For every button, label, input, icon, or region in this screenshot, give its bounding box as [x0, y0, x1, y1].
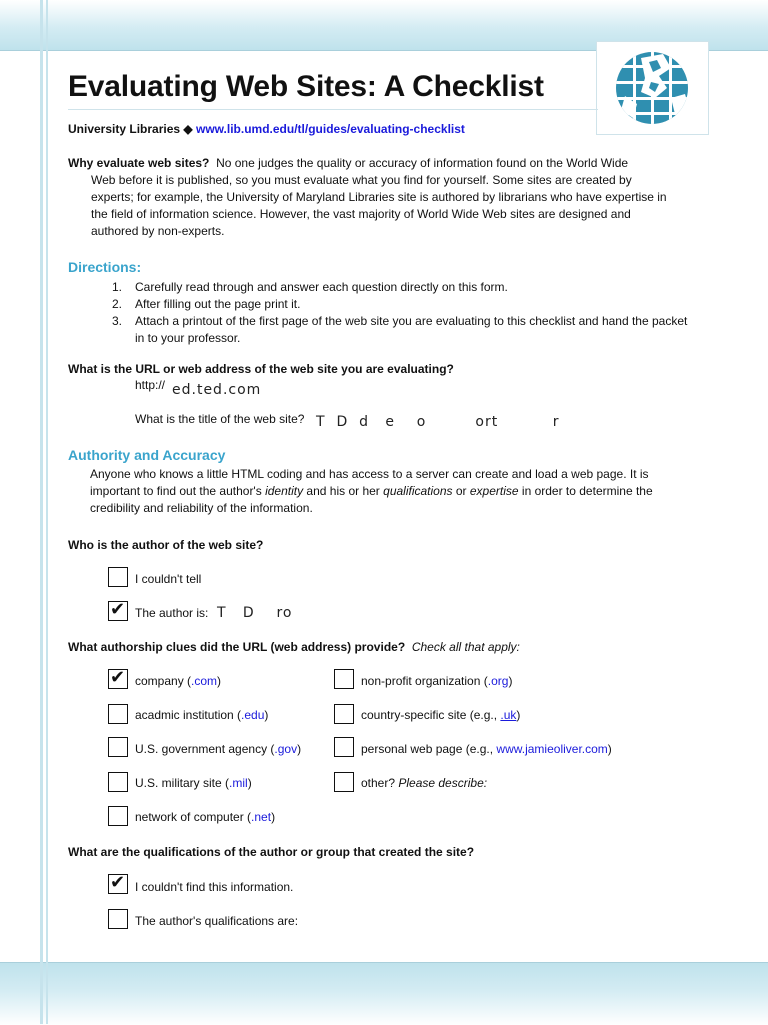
net-checkbox[interactable]: [108, 806, 128, 826]
net-label: network of computer (.net): [135, 810, 276, 824]
margin-line: [46, 0, 48, 1024]
check-mark-icon: ✔: [110, 872, 126, 893]
author-question: Who is the author of the web site?: [68, 538, 264, 552]
directions-heading: Directions:: [68, 259, 142, 275]
mil-label: U.S. military site (.mil): [135, 776, 252, 790]
bottom-band: [0, 962, 768, 1025]
personal-checkbox[interactable]: [334, 737, 354, 757]
qualifications-question: What are the qualifications of the author or group that created the site?: [68, 845, 475, 859]
personal-label: personal web page (e.g., www.jamieoliver.com): [361, 742, 612, 756]
qualifications-are-label: The author's qualifications are:: [135, 914, 299, 928]
other-label: other? Please describe:: [361, 776, 488, 790]
why-first-line: No one judges the quality or accuracy of information found on the World Wide: [216, 156, 629, 170]
why-evaluate-paragraph: [68, 155, 668, 240]
url-answer-field[interactable]: ed.ted.com: [172, 382, 262, 398]
nonprofit-label: non-profit organization (.org): [361, 674, 513, 688]
why-label: Why evaluate web sites?: [68, 156, 210, 170]
gov-label: U.S. government agency (.gov): [135, 742, 302, 756]
directions-list: [90, 279, 690, 347]
authority-paragraph: Anyone who knows a little HTML coding and has access to a server can create and load a web page. It is important to find out the author's identity and his or her qualifications or expertise in order to determine the credibility and reliability of the information.: [90, 467, 653, 515]
logo: [596, 41, 709, 135]
check-mark-icon: ✔: [110, 667, 126, 688]
url-question: What is the URL or web address of the web site you are evaluating?: [68, 362, 454, 376]
title-divider: [68, 109, 598, 110]
site-title-answer-field[interactable]: T D d e o ort r: [316, 414, 560, 430]
gov-checkbox[interactable]: [108, 737, 128, 757]
authority-heading: Authority and Accuracy: [68, 447, 226, 463]
no-info-label: I couldn't find this information.: [135, 880, 294, 894]
company-label: company (.com): [135, 674, 222, 688]
url-clues-question: What authorship clues did the URL (web address) provide? Check all that apply:: [68, 640, 520, 654]
qualifications-are-checkbox[interactable]: [108, 909, 128, 929]
check-all-hint: Check all that apply:: [411, 640, 520, 654]
author-is-label: The author is:: [135, 606, 209, 620]
country-label: country-specific site (e.g., .uk): [361, 708, 521, 722]
list-item: 1. Carefully read through and answer each question directly on this form.: [112, 280, 508, 294]
couldnt-tell-label: I couldn't tell: [135, 572, 202, 586]
list-item: 2. After filling out the page print it.: [112, 297, 301, 311]
list-item: 3. Attach a printout of the first page of the web site you are evaluating to this checklist and hand the packet in to your professor.: [112, 314, 688, 345]
globe-logo-icon: [611, 48, 693, 128]
author-answer-field[interactable]: T D ro: [217, 605, 293, 621]
couldnt-tell-checkbox[interactable]: [108, 567, 128, 587]
mil-checkbox[interactable]: [108, 772, 128, 792]
author-is-checkbox[interactable]: [108, 601, 128, 621]
country-checkbox[interactable]: [334, 704, 354, 724]
subtitle-line: [68, 122, 465, 136]
other-checkbox[interactable]: [334, 772, 354, 792]
no-info-checkbox[interactable]: [108, 874, 128, 894]
url-prefix: http://: [135, 378, 166, 392]
nonprofit-checkbox[interactable]: [334, 669, 354, 689]
org-name: University Libraries: [68, 122, 181, 136]
academic-label: acadmic institution (.edu): [135, 708, 269, 722]
page-title: Evaluating Web Sites: A Checklist: [68, 70, 544, 103]
company-checkbox[interactable]: [108, 669, 128, 689]
check-mark-icon: ✔: [110, 599, 126, 620]
academic-checkbox[interactable]: [108, 704, 128, 724]
guide-url-link[interactable]: www.lib.umd.edu/tl/guides/evaluating-checklist: [195, 122, 465, 136]
why-body: Web before it is published, so you must evaluate what you find for yourself. Some sites are created by experts; for example, the University of Maryland Libraries site is authored by librarians who have expertise in the field of information science. However, the vast majority of World Wide Web sites are designed and authored by non-experts.: [91, 173, 667, 238]
margin-line: [40, 0, 43, 1024]
site-title-question: What is the title of the web site?: [135, 412, 305, 426]
separator-diamond: ◆: [183, 122, 193, 136]
